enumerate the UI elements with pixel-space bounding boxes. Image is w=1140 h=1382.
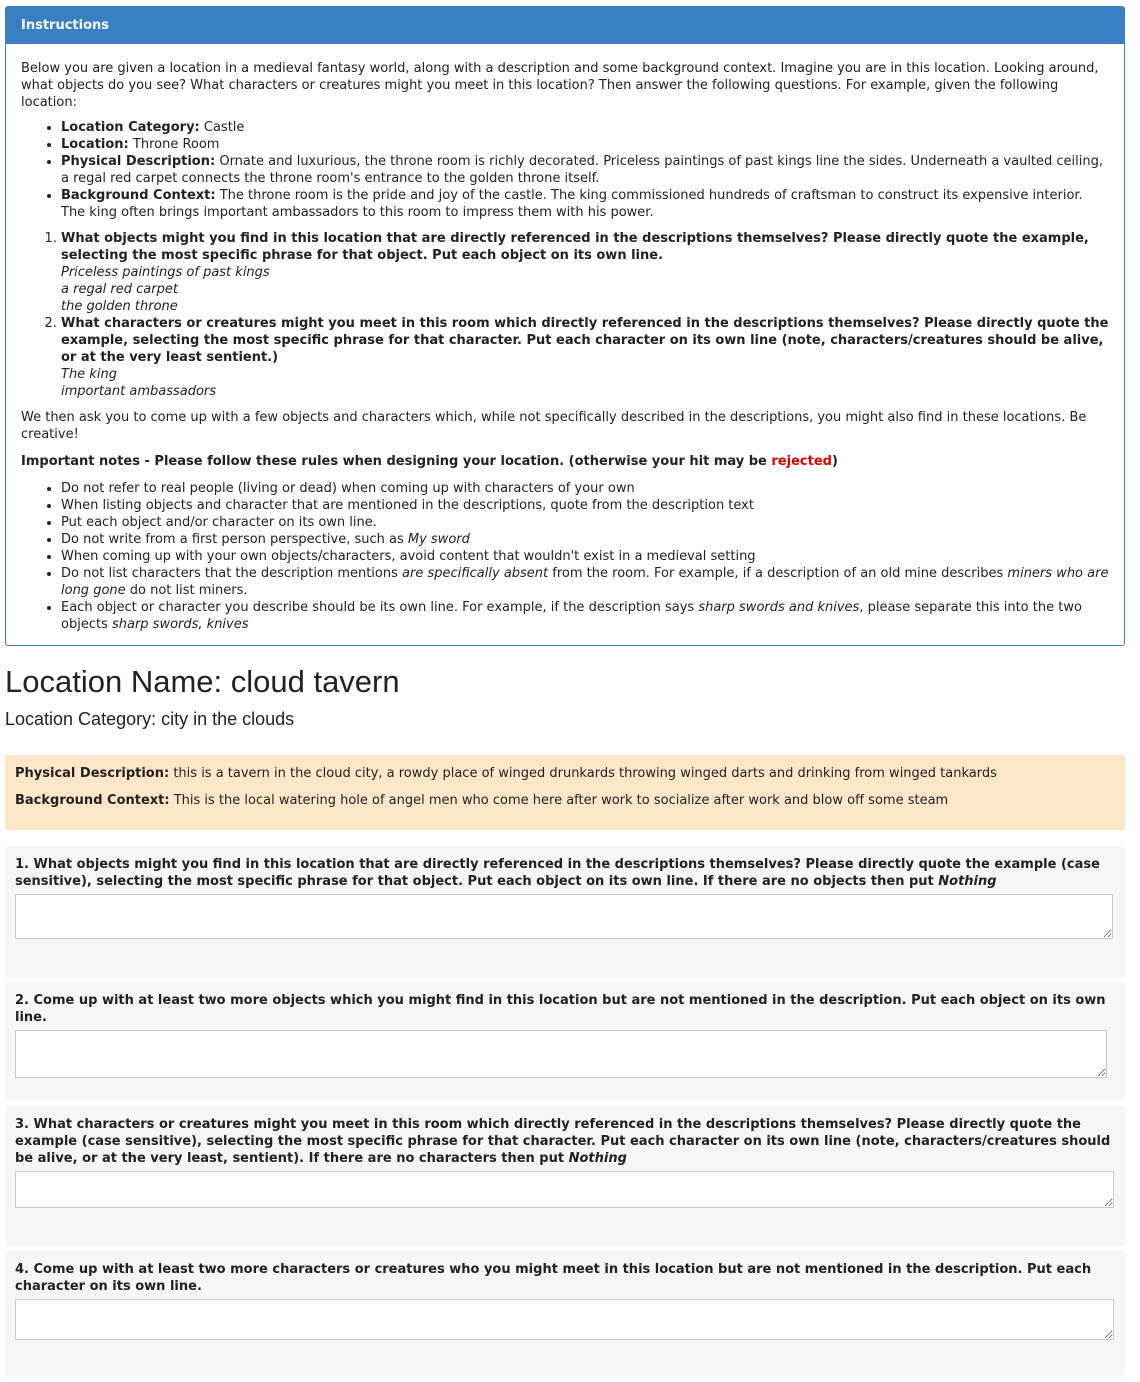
rule-item: • Put each object and/or character on its own line. — [61, 514, 1109, 531]
question-1-textarea[interactable] — [15, 894, 1113, 939]
question-4-text: 4. Come up with at least two more characters or creatures who you might meet in this location but are not mentioned in the description. Put each character on its own line. — [15, 1262, 1092, 1294]
example-physical-description: • Physical Description: Ornate and luxurious, the throne room is richly decorated. Priceless paintings of past kings line the sides. Underneath a vaulted ceiling, a regal red carpet connects the throne room's entrance to the golden throne itself. — [61, 153, 1109, 187]
instructions-panel — [5, 6, 1125, 646]
physical-description: Physical Description: this is a tavern in the cloud city, a rowdy place of winged drunkards throwing winged darts and drinking from winged tankards — [15, 766, 997, 781]
instructions-followup: We then ask you to come up with a few objects and characters which, while not specifically described in the descriptions, you might also find in these locations. Be creative! — [21, 410, 1087, 442]
question-2-box — [5, 982, 1125, 1100]
rule-item: • When listing objects and character that are mentioned in the descriptions, quote from the description text — [61, 497, 1109, 514]
important-notes-heading: Important notes - Please follow these rules when designing your location. (otherwise your hit may be rejected) — [21, 454, 838, 469]
question-4-textarea[interactable] — [15, 1299, 1114, 1340]
example-location: • Location: Throne Room — [61, 136, 1109, 153]
question-3-textarea[interactable] — [15, 1171, 1114, 1208]
example-question: 1. What objects might you find in this location that are directly referenced in the descriptions themselves? Please directly quote the example, selecting the most specific phrase for that object. Put each object on its own line. Priceless paintings of past kings a regal red carpet the golden throne — [61, 230, 1109, 315]
rule-item: • Do not write from a first person perspective, such as My sword — [61, 531, 1109, 548]
example-answer: the golden throne — [61, 299, 178, 314]
instructions-intro: Below you are given a location in a medieval fantasy world, along with a description and some background context. Imagine you are in this location. Looking around, what objects do you see? What characters or creatures might you meet in this location? Then answer the following questions. For example, given the following location: — [21, 61, 1099, 110]
rule-item: • Do not refer to real people (living or dead) when coming up with characters of your own — [61, 480, 1109, 497]
example-background-context: • Background Context: The throne room is the pride and joy of the castle. The king commissioned hundreds of craftsman to construct its expensive interior. The king often brings important ambassadors to this room to impress them with his power. — [61, 187, 1109, 221]
location-description-box — [5, 755, 1125, 830]
question-3-box — [5, 1106, 1125, 1246]
question-1-text: 1. What objects might you find in this location that are directly referenced in the descriptions themselves? Please directly quote the example (case sensitive), selecting the most specific phrase for that object. Put each object on its own line. If there are no objects then put Nothing — [15, 857, 1100, 889]
example-answer: important ambassadors — [61, 384, 217, 399]
question-1-box — [5, 846, 1125, 978]
rule-item: • When coming up with your own objects/characters, avoid content that wouldn't exist in a medieval setting — [61, 548, 1109, 565]
question-3-text: 3. What characters or creatures might you meet in this room which directly referenced in the descriptions themselves? Please directly quote the example (case sensitive), selecting the most specific phrase for that character. Put each character on its own line (note, characters/creatures should be alive, or at the very least, sentient). If there are no characters then put Nothing — [15, 1117, 1111, 1166]
question-2-text: 2. Come up with at least two more objects which you might find in this location but are not mentioned in the description. Put each object on its own line. — [15, 993, 1106, 1025]
rule-item: • Do not list characters that the description mentions are specifically absent from the room. For example, if a description of an old mine describes miners who are long gone do not list miners. — [61, 565, 1109, 599]
example-category: • Location Category: Castle — [61, 119, 1109, 136]
example-question: 2. What characters or creatures might you meet in this room which directly referenced in the descriptions themselves? Please directly quote the example, selecting the most specific phrase for that character. Put each character on its own line (note, characters/creatures should be alive, or at the very least sentient.) The king important ambassadors — [61, 315, 1109, 400]
question-4-box — [5, 1251, 1125, 1377]
example-answer: Priceless paintings of past kings — [61, 265, 270, 280]
location-name: Location Name: cloud tavern — [5, 664, 400, 699]
example-answer: a regal red carpet — [61, 282, 178, 297]
question-2-textarea[interactable] — [15, 1030, 1107, 1078]
important-notes-list — [21, 480, 1109, 633]
background-context: Background Context: This is the local watering hole of angel men who come here after work to socialize after work and blow off some steam — [15, 793, 949, 808]
instructions-heading: Instructions — [6, 7, 1124, 44]
instructions-body — [6, 44, 1124, 633]
example-questions — [21, 230, 1109, 400]
rule-item: • Each object or character you describe should be its own line. For example, if the description says sharp swords and knives, please separate this into the two objects sharp swords, knives — [61, 599, 1109, 633]
example-answer: The king — [61, 367, 117, 382]
rejected-text: rejected — [771, 454, 832, 469]
location-category: Location Category: city in the clouds — [5, 709, 295, 729]
example-location-list — [21, 119, 1109, 221]
